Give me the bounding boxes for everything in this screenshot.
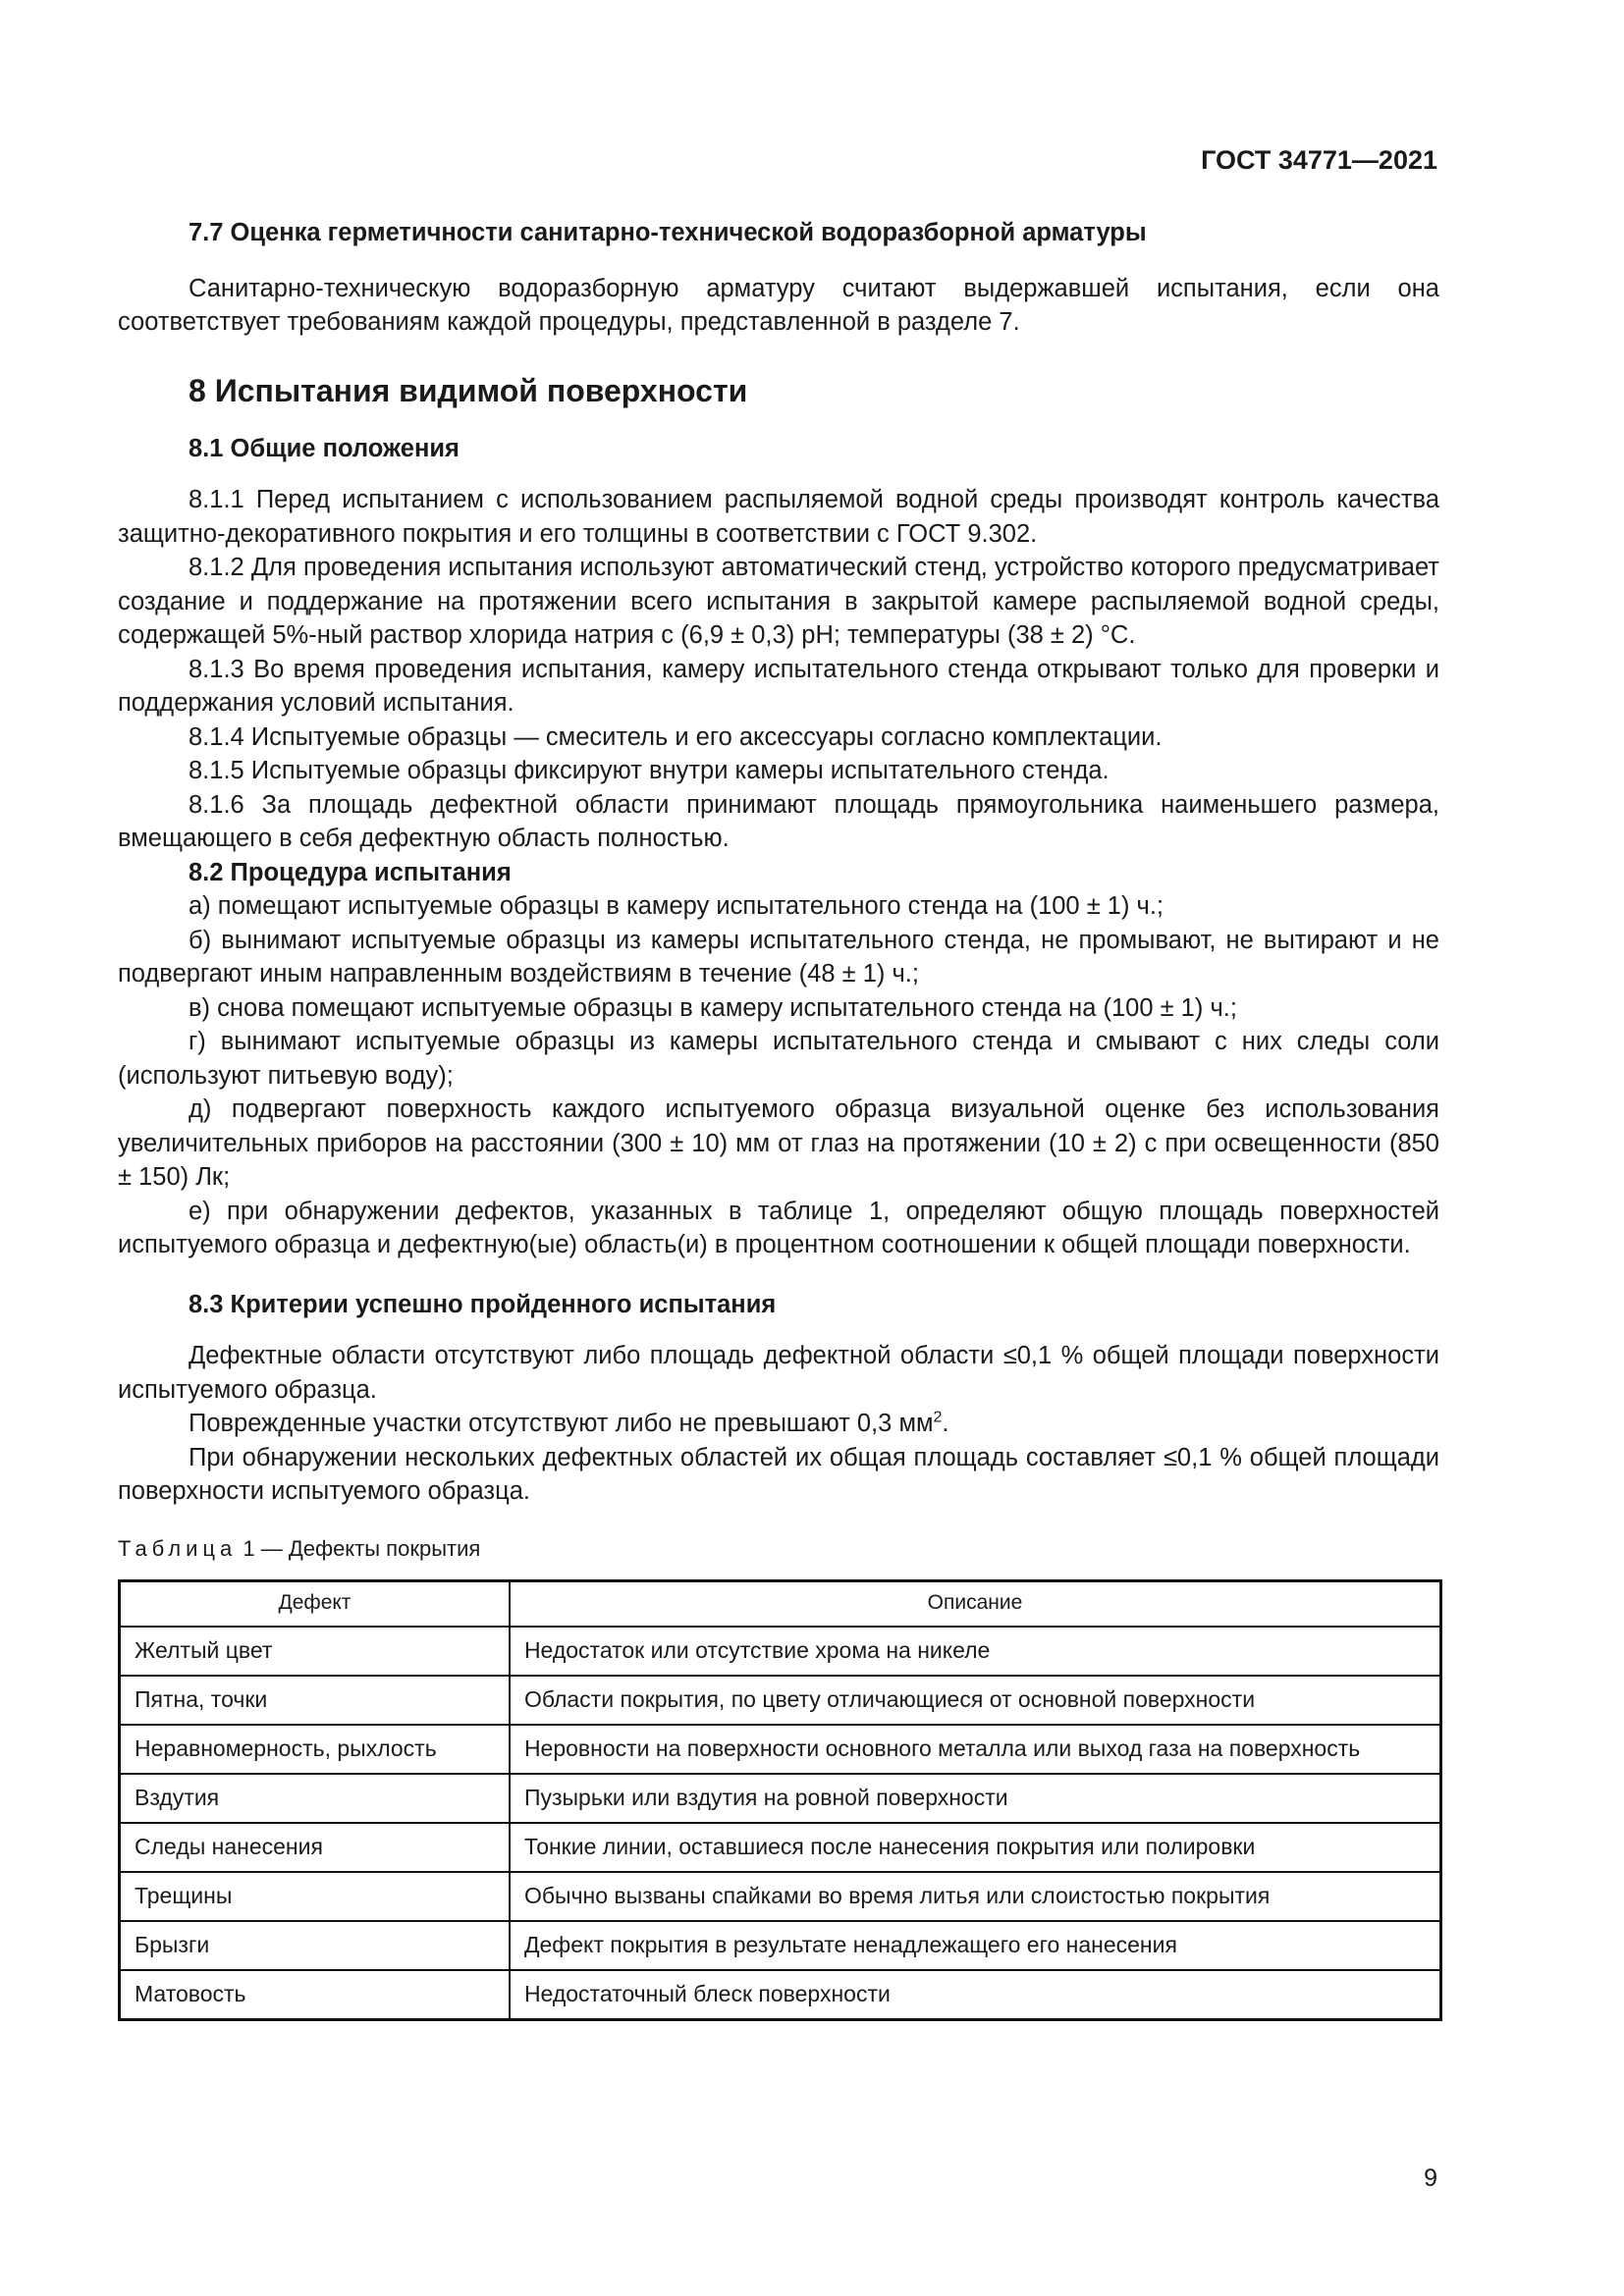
table-row: [120, 1921, 1441, 1970]
table-row: [120, 1676, 1441, 1725]
list-item-g: г) вынимают испытуемые образцы из камеры испытательного стенда и смывают с них следы соли (используют питьевую воду);: [118, 1028, 1439, 1090]
paragraph-8-3-1: Дефектные области отсутствуют либо площадь дефектной области ≤0,1 % общей площади поверхности испытуемого образца.: [118, 1342, 1439, 1404]
heading-8-1: 8.1 Общие положения: [189, 434, 460, 462]
list-item-a: а) помещают испытуемые образцы в камеру испытательного стенда на (100 ± 1) ч.;: [189, 892, 1164, 920]
description-cell: Тонкие линии, оставшиеся после нанесения покрытия или полировки: [510, 1823, 1441, 1872]
page-content: [118, 216, 1439, 2021]
table-row: [120, 1627, 1441, 1676]
description-cell: Обычно вызваны спайками во время литья или слоистостью покрытия: [510, 1872, 1441, 1921]
document-header: ГОСТ 34771—2021: [1201, 145, 1437, 175]
defect-cell: Матовость: [120, 1970, 510, 2020]
defect-cell: Желтый цвет: [120, 1627, 510, 1676]
paragraph-8-1-4: 8.1.4 Испытуемые образцы — смеситель и его аксессуары согласно комплектации.: [189, 722, 1163, 751]
column-header-defect: Дефект: [120, 1580, 510, 1627]
column-header-description: Описание: [510, 1580, 1441, 1627]
description-cell: Дефект покрытия в результате ненадлежащего его нанесения: [510, 1921, 1441, 1970]
defect-cell: Вздутия: [120, 1774, 510, 1823]
paragraph-8-1-3: 8.1.3 Во время проведения испытания, камеру испытательного стенда открывают только для проверки и поддержания условий испытания.: [118, 655, 1439, 717]
defect-cell: Неравномерность, рыхлость: [120, 1725, 510, 1774]
table-row: [120, 1872, 1441, 1921]
defect-cell: Пятна, точки: [120, 1676, 510, 1725]
superscript-2: 2: [933, 1409, 943, 1426]
description-cell: Области покрытия, по цвету отличающиеся от основной поверхности: [510, 1676, 1441, 1725]
paragraph-8-1-2: 8.1.2 Для проведения испытания используют автоматический стенд, устройство которого предусматривает создание и поддержание на протяжении всего испытания в закрытой камере распыляемой водной среды, содержащей 5%-ный раствор хлорида натрия с (6,9 ± 0,3) pH; температуры (38 ± 2) °С.: [118, 554, 1439, 649]
table-row: [120, 1970, 1441, 2020]
defect-cell: Брызги: [120, 1921, 510, 1970]
paragraph-8-3-2-text: Поврежденные участки отсутствуют либо не превышают 0,3 мм: [189, 1410, 934, 1437]
heading-7-7: 7.7 Оценка герметичности санитарно-технической водоразборной арматуры: [189, 219, 1147, 246]
description-cell: Пузырьки или вздутия на ровной поверхности: [510, 1774, 1441, 1823]
defect-cell: Следы нанесения: [120, 1823, 510, 1872]
heading-8-2: 8.2 Процедура испытания: [189, 858, 512, 886]
description-cell: Недостаток или отсутствие хрома на никеле: [510, 1627, 1441, 1676]
paragraph-7-7: Санитарно-техническую водоразборную арматуру считают выдержавшей испытания, если она соответствует требованиям каждой процедуры, представленной в разделе 7.: [118, 274, 1439, 336]
table-row: [120, 1823, 1441, 1872]
table-row: [120, 1725, 1441, 1774]
list-item-e: е) при обнаружении дефектов, указанных в таблице 1, определяют общую площадь поверхностей испытуемого образца и дефектную(ые) область(и) в процентном соотношении к общей площади поверхности.: [118, 1197, 1439, 1258]
paragraph-8-1-1: 8.1.1 Перед испытанием с использованием распыляемой водной среды производят контроль качества защитно-декоративного покрытия и его толщины в соответствии с ГОСТ 9.302.: [118, 486, 1439, 548]
paragraph-8-3-2-end: .: [942, 1410, 949, 1437]
table-row: [120, 1774, 1441, 1823]
paragraph-8-3-3: При обнаружении нескольких дефектных областей их общая площадь составляет ≤0,1 % общей площади поверхности испытуемого образца.: [118, 1443, 1439, 1505]
page-number: 9: [1424, 2164, 1437, 2192]
paragraph-8-3-2: [118, 1407, 1439, 1441]
list-item-b: б) вынимают испытуемые образцы из камеры испытательного стенда, не промывают, не вытирают и не подвергают иным направленным воздействиям в течение (48 ± 1) ч.;: [118, 926, 1439, 988]
list-item-d: д) подвергают поверхность каждого испытуемого образца визуальной оценке без использования увеличительных приборов на расстоянии (300 ± 10) мм от глаз на протяжении (10 ± 2) с при освещенности (850 ± 150) Лк;: [118, 1095, 1439, 1191]
description-cell: Неровности на поверхности основного металла или выход газа на поверхность: [510, 1725, 1441, 1774]
table-caption-prefix: Таблица: [118, 1535, 238, 1561]
heading-8-3: 8.3 Критерии успешно пройденного испытания: [189, 1290, 777, 1318]
heading-section-8: 8 Испытания видимой поверхности: [189, 372, 748, 408]
paragraph-8-1-5: 8.1.5 Испытуемые образцы фиксируют внутри камеры испытательного стенда.: [189, 757, 1110, 784]
defect-cell: Трещины: [120, 1872, 510, 1921]
list-item-v: в) снова помещают испытуемые образцы в камеру испытательного стенда на (100 ± 1) ч.;: [189, 993, 1237, 1022]
description-cell: Недостаточный блеск поверхности: [510, 1970, 1441, 2020]
table-caption: [118, 1534, 1439, 1564]
table-header-row: [120, 1580, 1441, 1627]
paragraph-8-1-6: 8.1.6 За площадь дефектной области принимают площадь прямоугольника наименьшего размера, вмещающего в себя дефектную область полностью.: [118, 790, 1439, 852]
table-caption-title: 1 — Дефекты покрытия: [237, 1535, 481, 1561]
defects-table: [118, 1579, 1442, 2021]
